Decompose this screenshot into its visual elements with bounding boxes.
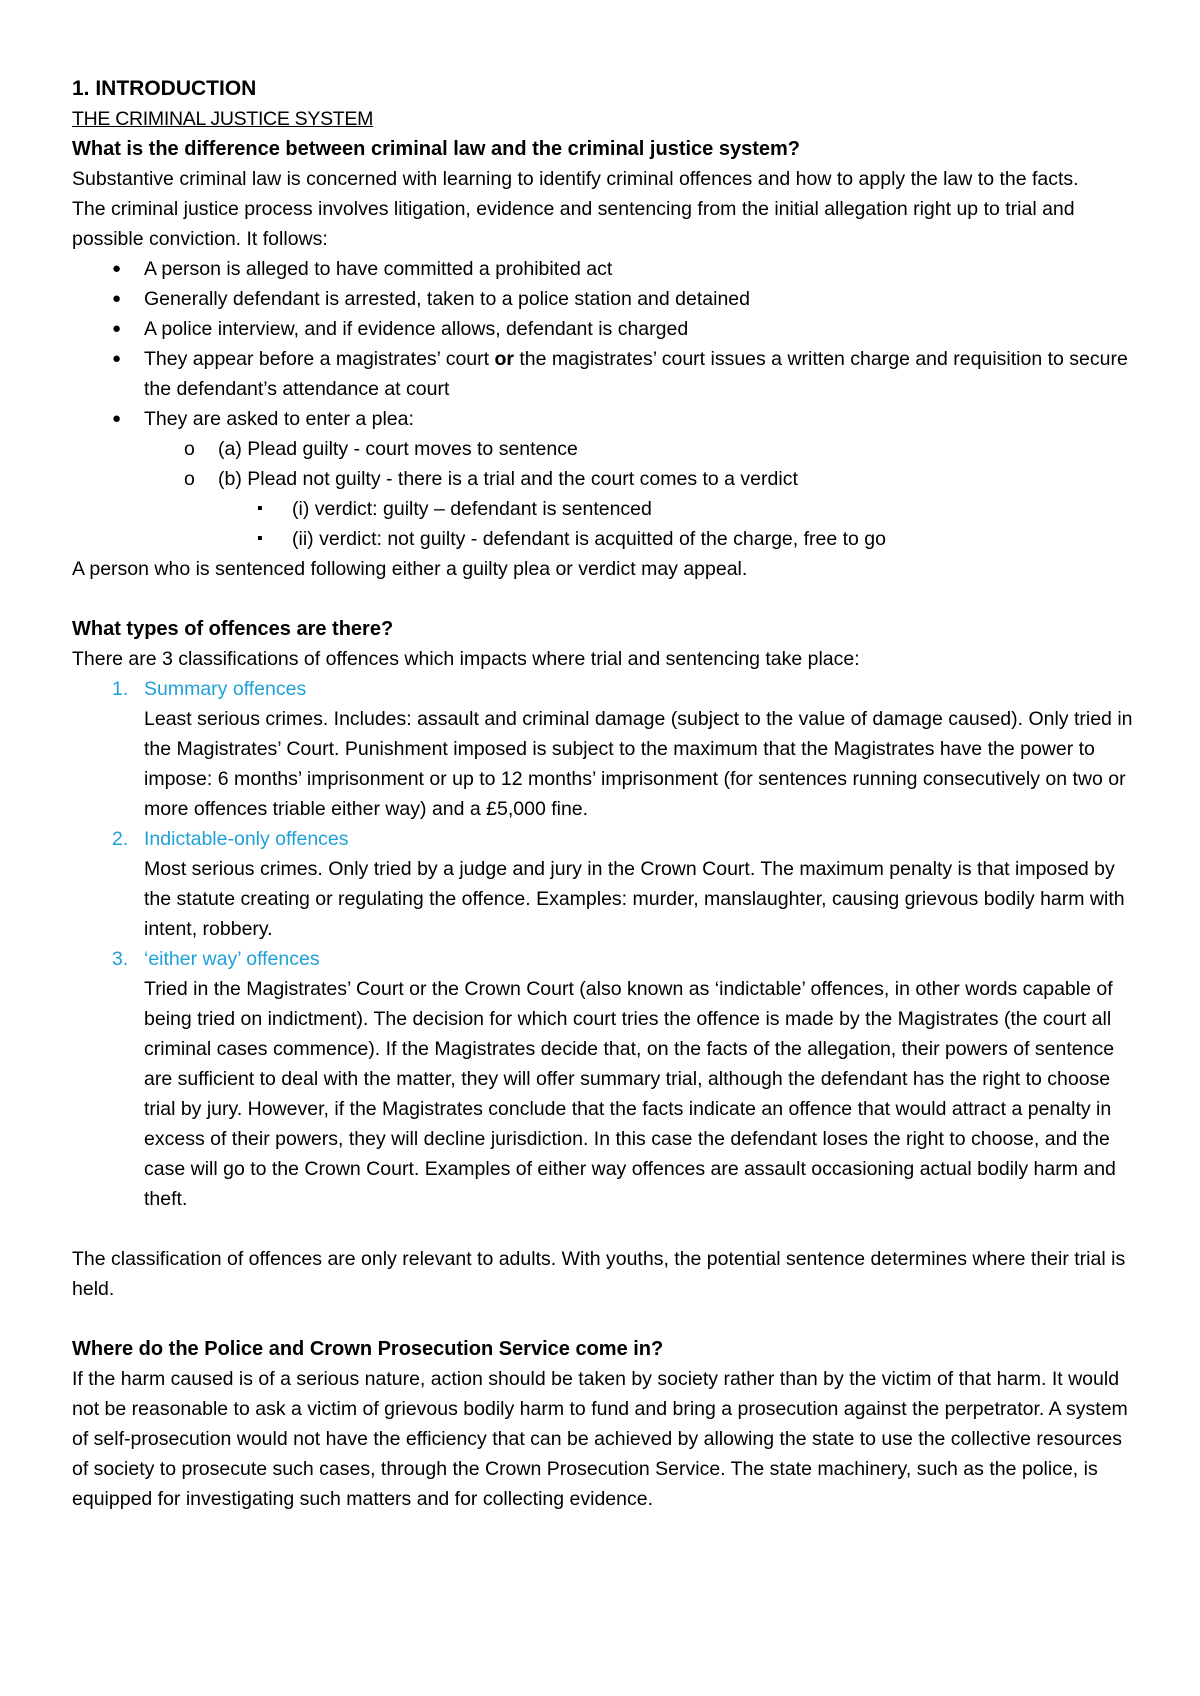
offence-classification-list [72, 674, 1140, 1214]
paragraph-appeal: A person who is sentenced following either a guilty plea or verdict may appeal. [72, 558, 748, 580]
list-number: 3. [112, 948, 129, 970]
list-item [72, 944, 1140, 1214]
question-heading-police-cps: Where do the Police and Crown Prosecution Service come in? [72, 1338, 664, 1360]
page-title: 1. INTRODUCTION [72, 77, 257, 100]
paragraph-classifications-intro: There are 3 classifications of offences which impacts where trial and sentencing take place: [72, 648, 860, 670]
paragraph-substantive-law: Substantive criminal law is concerned with learning to identify criminal offences and how to apply the law to the facts. [72, 168, 1079, 190]
list-item-emphasis: or [494, 348, 514, 370]
list-item [72, 824, 1140, 944]
list-item-body: Least serious crimes. Includes: assault and criminal damage (subject to the value of damage caused). Only tried in the Magistrates’ Court. Punishment imposed is subject to the maximum that the Magistrates have the power to impose: 6 months’ imprisonment or up to 12 months’ imprisonment (for sentences running consecutively on two or more offences triable either way) and a £5,000 fine. [144, 708, 1133, 820]
list-item-text: They appear before a magistrates’ court [144, 348, 495, 370]
list-item-title: ‘either way’ offences [144, 948, 320, 970]
list-number: 1. [112, 678, 129, 700]
paragraph-justice-process: The criminal justice process involves litigation, evidence and sentencing from the initial allegation right up to trial and possible conviction. It follows: [72, 198, 1075, 250]
sub-sub-list-item: ▪ (ii) verdict: not guilty - defendant is acquitted of the charge, free to go [72, 524, 1140, 554]
list-item-text: the magistrates’ court issues a written charge and requisition to secure the defendant’s attendance at court [144, 348, 1128, 400]
list-item: ● Generally defendant is arrested, taken to a police station and detained [72, 284, 1140, 314]
list-item: ● They are asked to enter a plea: [72, 404, 1140, 434]
list-item [72, 674, 1140, 824]
sub-list-item: o (b) Plead not guilty - there is a trial and the court comes to a verdict [72, 464, 1140, 494]
list-item-body: Tried in the Magistrates’ Court or the Crown Court (also known as ‘indictable’ offences, in other words capable of being tried on indictment). The decision for which court tries the offence is made by the Magistrates (the court all criminal cases commence). If the Magistrates decide that, on the facts of the allegation, their powers of sentence are sufficient to deal with the matter, they will offer summary trial, although the defendant has the right to choose trial by jury. However, if the Magistrates conclude that the facts indicate an offence that would attract a penalty in excess of their powers, they will decline jurisdiction. In this case the defendant loses the right to choose, and the case will go to the Crown Court. Examples of either way offences are assault occasioning actual bodily harm and theft. [144, 978, 1116, 1210]
paragraph-police-cps: If the harm caused is of a serious nature, action should be taken by society rather than by the victim of that harm. It would not be reasonable to ask a victim of grievous bodily harm to fund and bring a prosecution against the perpetrator. A system of self-prosecution would not have the efficiency that can be achieved by allowing the state to use the collective resources of society to prosecute such cases, through the Crown Prosecution Service. The state machinery, such as the police, is equipped for investigating such matters and for collecting evidence. [72, 1368, 1128, 1510]
list-item-body: Most serious crimes. Only tried by a judge and jury in the Crown Court. The maximum penalty is that imposed by the statute creating or regulating the offence. Examples: murder, manslaughter, causing grievous bodily harm with intent, robbery. [144, 858, 1125, 940]
list-item [72, 344, 1140, 404]
sub-list-item: o (a) Plead guilty - court moves to sentence [72, 434, 1140, 464]
sub-sub-list-item: ▪ (i) verdict: guilty – defendant is sentenced [72, 494, 1140, 524]
list-number: 2. [112, 828, 129, 850]
list-item-title: Indictable-only offences [144, 828, 349, 850]
list-item: ● A police interview, and if evidence allows, defendant is charged [72, 314, 1140, 344]
section-subtitle: THE CRIMINAL JUSTICE SYSTEM [72, 108, 374, 130]
question-heading-offence-types: What types of offences are there? [72, 618, 394, 640]
question-heading-criminal-law: What is the difference between criminal law and the criminal justice system? [72, 138, 800, 160]
list-item: ● A person is alleged to have committed a prohibited act [72, 254, 1140, 284]
list-item-title: Summary offences [144, 678, 307, 700]
process-list [72, 254, 1140, 554]
paragraph-youth-note: The classification of offences are only relevant to adults. With youths, the potential sentence determines where their trial is held. [72, 1248, 1126, 1300]
